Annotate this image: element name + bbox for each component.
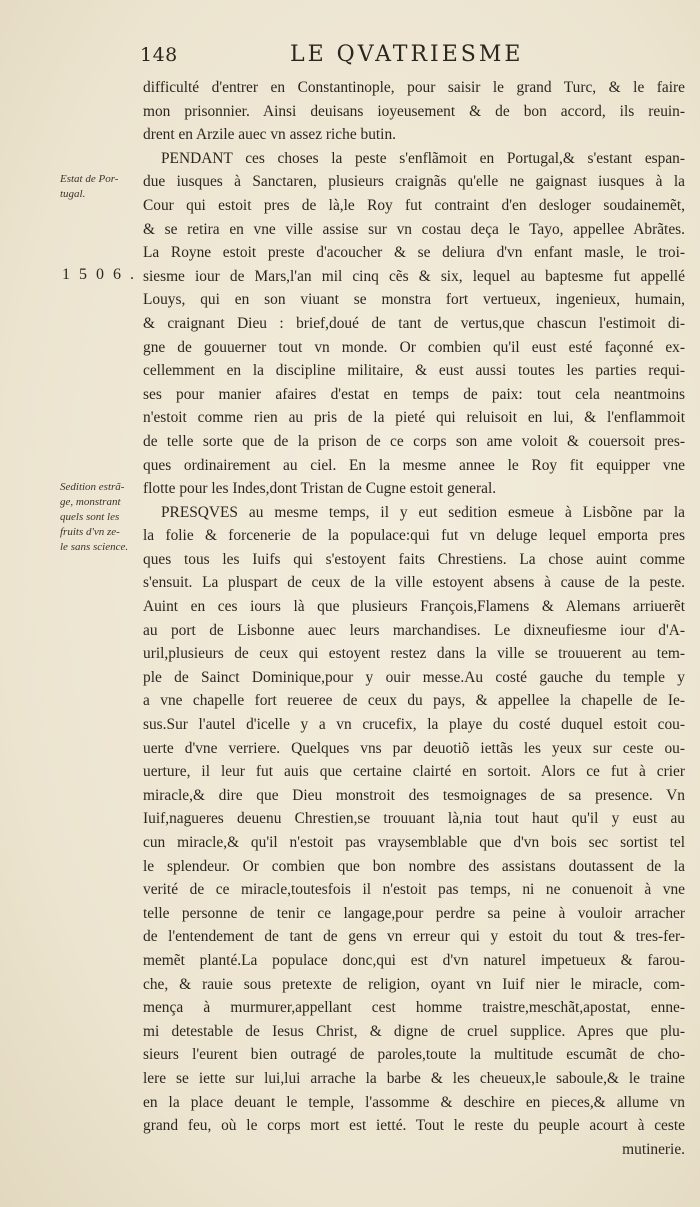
text-line: ses pour manier afaires d'estat en temps de paix: tout cela neantmoins <box>143 385 685 403</box>
text-line: mon prisonnier. Ainsi deuisans ioyeusement & de bon accord, ils reuin- <box>143 102 685 120</box>
text-line: & se retira en vne ville assise sur vn costau deça le Tayo, appellee Abrãtes. <box>143 220 685 238</box>
text-line: s'ensuit. La pluspart de ceux de la ville estoyent absens à cause de la peste. <box>143 574 685 592</box>
page-header <box>140 44 685 72</box>
text-line: le splendeur. Or combien que bon nombre des assistans doutassent de la <box>143 857 685 875</box>
text-line: grand feu, où le corps mort est ietté. Tout le reste du peuple acourt à ceste <box>143 1117 685 1135</box>
text-line: Auint en ces iours là que plusieurs François,Flamens & Alemans arriuerẽt <box>143 598 685 616</box>
text-line: cun miracle,& qu'il n'estoit pas vraysemblable que d'vn bois sec sortist tel <box>143 834 685 851</box>
page-number: 148 <box>140 44 178 66</box>
text-line: miracle,& dire que Dieu monstroit des tesmoignages de sa presence. Vn <box>143 786 685 804</box>
text-line: flotte pour les Indes,dont Tristan de Cugne estoit general. <box>143 480 497 498</box>
text-line: sus.Sur l'autel d'icelle y a vn crucefix, la playe du costé duquel estoit cou- <box>143 716 685 734</box>
text-line: mutinerie. <box>622 1140 685 1158</box>
text-line: drent en Arzile auec vn assez riche butin. <box>143 126 396 144</box>
text-line: ques ordinairement au ciel. En la mesme annee le Roy fit equipper vne <box>143 456 685 474</box>
text-line: de l'entendement de tant de gens vn erreur qui y estoit du tout & tres-fer- <box>143 928 685 946</box>
text-line: che, & rauie sous pretexte de religion, oyant vn Iuif nier le miracle, com- <box>143 975 685 993</box>
text-line: telle personne de tenir ce langage,pour perdre sa peine à vouloir arracher <box>143 904 685 922</box>
text-line: Iuif,nagueres deuenu Chrestien,se trouuant là,nia tout haut qu'il y eust au <box>143 810 685 828</box>
running-title: LE QVATRIESME <box>290 42 524 67</box>
text-line: mi detestable de Iesus Christ, & digne de cruel supplice. Apres que plu- <box>143 1022 685 1040</box>
text-line: cellemment en la discipline militaire, & eust aussi toutes les parties requi- <box>143 362 685 380</box>
text-line: uril,plusieurs de ceux qui estoyent restez dans la ville se trouuerent au tem- <box>143 645 685 663</box>
text-line: Cour qui estoit pres de là,le Roy fut contraint d'en desloger soudainemẽt, <box>143 196 685 214</box>
text-line: en la place deuant le temple, l'assomme & deschire en pieces,& allume vn <box>143 1093 685 1111</box>
text-line: siesme iour de Mars,l'an mil cinq cẽs & six, lequel au baptesme fut appellé <box>143 267 685 285</box>
text-line: n'estoit comme rien au pris de la pieté qui reluisoit en lui, & l'enflammoit <box>143 409 685 427</box>
text-line: memẽt planté.La populace donc,qui est d'vn naturel impetueux & farou- <box>143 951 685 969</box>
text-line: Louys, qui en son viuant se monstra fort vertueux, ingenieux, humain, <box>143 291 685 309</box>
margin-note-line: tugal. <box>60 188 86 200</box>
body-text <box>143 76 685 1161</box>
text-line: PRESQVES au mesme temps, il y eut sedition esmeue à Lisbõne par la <box>161 503 685 521</box>
text-line: uerte d'vne verriere. Quelques vns par deuotiõ iettãs les yeux sur ceste ou- <box>143 739 685 757</box>
margin-note-line: Sedition estrã- <box>60 481 125 493</box>
margin-note-line: ge, monstrant <box>60 496 121 508</box>
text-line: sieurs l'eurent bien outragé de paroles,toute la multitude escumãt de cho- <box>143 1046 685 1064</box>
margin-note-line: quels sont les <box>60 511 120 523</box>
text-line: mença à murmurer,appellant cest homme traistre,meschãt,apostat, enne- <box>143 999 685 1017</box>
text-line: de telle sorte que de la prison de ce corps son ame voloit & couersoit pres- <box>143 432 685 450</box>
margin-note-estat <box>60 172 140 202</box>
text-line: La Royne estoit preste d'acoucher & se deliura d'vn enfant masle, le troi- <box>143 244 685 262</box>
margin-note-sedition <box>60 480 140 555</box>
text-line: lere se iette sur lui,lui arrache la barbe & les cheueux,le saboule,& le traine <box>143 1069 685 1087</box>
text-line: due iusques à Sanctaren, plusieurs craignãs qu'elle ne gaignast iusques à la <box>143 173 685 191</box>
text-line: verité de ce miracle,toutesfois il n'estoit pas temps, ni ne conuenoit à vne <box>143 881 685 899</box>
text-line: PENDANT ces choses la peste s'enflãmoit en Portugal,& s'estant espan- <box>161 149 685 167</box>
text-line: la folie & forcenerie de la populace:qui fut vn deluge lequel emporta pres <box>143 527 685 545</box>
margin-note-line: le sans science. <box>60 541 129 553</box>
text-line: difficulté d'entrer en Constantinople, pour saisir le grand Turc, & le faire <box>143 79 685 96</box>
margin-year: 1506. <box>62 266 143 283</box>
margin-note-line: Estat de Por- <box>60 173 119 185</box>
text-line: gne de gouuerner tout vn monde. Or combien qu'il eust esté façonné ex- <box>143 338 685 356</box>
text-line: au port de Lisbonne auec leurs marchandises. Le dixneufiesme iour d'A- <box>143 621 685 639</box>
text-line: ques tous les Iuifs qui s'estoyent faits Chrestiens. La chose auint comme <box>143 550 685 568</box>
text-line: uerture, il leur fut auis que certaine clairté en sortoit. Alors ce fut à crier <box>143 763 685 781</box>
text-line: ple de Sainct Dominique,pour y ouir messe.Au costé gauche du temple y <box>143 668 685 686</box>
text-line: & craignant Dieu : brief,doué de tant de vertus,que chascun l'estimoit di- <box>143 314 685 332</box>
margin-note-line: fruits d'vn ze- <box>60 526 120 538</box>
text-line: a vne chapelle fort reueree de ceux du pays, & appellee la chapelle de Ie- <box>143 692 685 710</box>
